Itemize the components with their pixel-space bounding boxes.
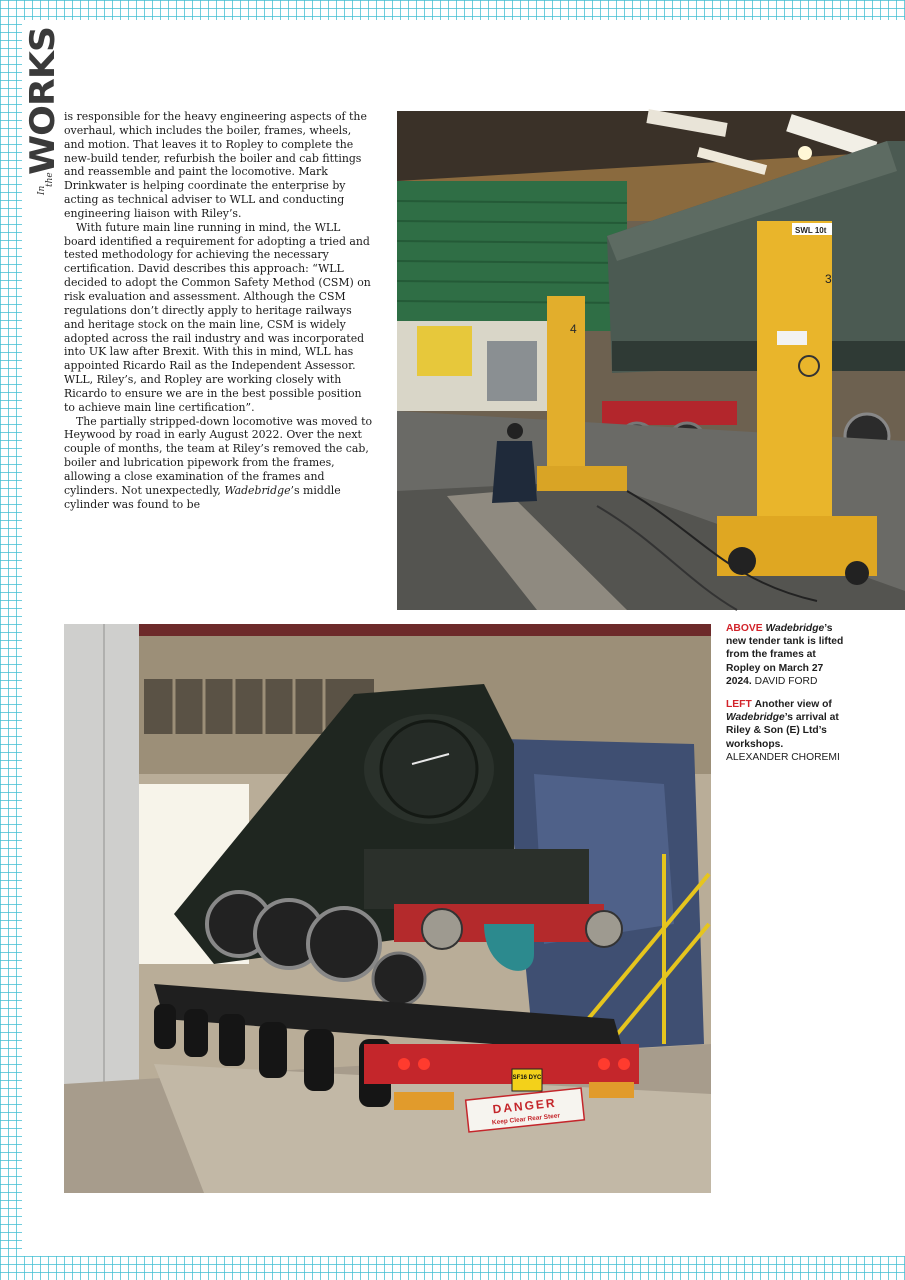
section-masthead — [14, 20, 63, 200]
masthead-prefix-2: the — [45, 172, 55, 187]
caption-above: ABOVE Wadebridge’s new tender tank is lifted from the frames at Ropley on March 27 2024. DAVID FORD — [726, 623, 844, 687]
photo-locomotive-arrival — [64, 624, 711, 1193]
caption-above-credit: DAVID FORD — [754, 675, 818, 687]
jack-number-3: 3 — [825, 272, 832, 286]
article-body — [64, 110, 374, 511]
caption-above-tag: ABOVE — [726, 623, 763, 634]
article-paragraph-1: is responsible for the heavy engineering aspects of the overhaul, which includes the boiler, frames, wheels, and motion. That leaves it to Ropley to complete the new-build tender, refurbish the boiler and cab fittings and reassemble and paint the locomotive. Mark Drinkwater is helping coordinate the enterprise by acting as technical adviser to WLL and conducting engineering liaison with Riley’s. — [64, 110, 367, 220]
grid-border-top — [0, 0, 905, 20]
caption-left-tag: LEFT — [726, 699, 752, 711]
danger-sign-title: DANGER — [492, 1095, 558, 1117]
jack-number-4: 4 — [570, 322, 577, 336]
jack-swl-label: SWL 10t — [795, 226, 827, 235]
article-paragraph-2: With future main line running in mind, the WLL board identified a requirement for adopting a tried and tested methodology for achieving the necessary certification. David describes this approach: “WLL decided to adopt the Common Safety Method (CSM) on risk evaluation and assessment. Although the CSM regulations don’t directly apply to heritage railways and heritage stock on the main line, CSM is widely adopted across the rail industry and was incorporated into UK law after Brexit. With this in mind, WLL has appointed Ricardo Rail as the Independent Assessor. WLL, Riley’s, and Ropley are working closely with Ricardo to ensure we are in the best possible position to achieve main line certification”. — [64, 220, 371, 414]
photo-captions — [726, 622, 844, 774]
danger-sign-subtitle: Keep Clear Rear Steer — [491, 1112, 561, 1127]
masthead-prefix-1: In — [37, 185, 47, 195]
photo-tender-lift — [397, 111, 905, 610]
caption-left: LEFT Another view of Wadebridge’s arrival at Riley & Son (E) Ltd’s workshops. ALEXANDER CHOREMI — [726, 699, 840, 763]
grid-border-bottom — [0, 1256, 905, 1280]
masthead-title: WORKS — [23, 36, 63, 175]
trailer-number-plate: SF16 DYC — [512, 1075, 542, 1081]
caption-left-credit: ALEXANDER CHOREMI — [726, 751, 840, 763]
article-paragraph-3: The partially stripped-down locomotive was moved to Heywood by road in early August 2022. Over the next couple of months, the team at Riley’s removed the cab, boiler and lubrication pipework from the frames, allowing a close examination of the frames and cylinders. Not unexpectedly, Wadebridge’s middle cylinder was found to be — [64, 414, 373, 511]
